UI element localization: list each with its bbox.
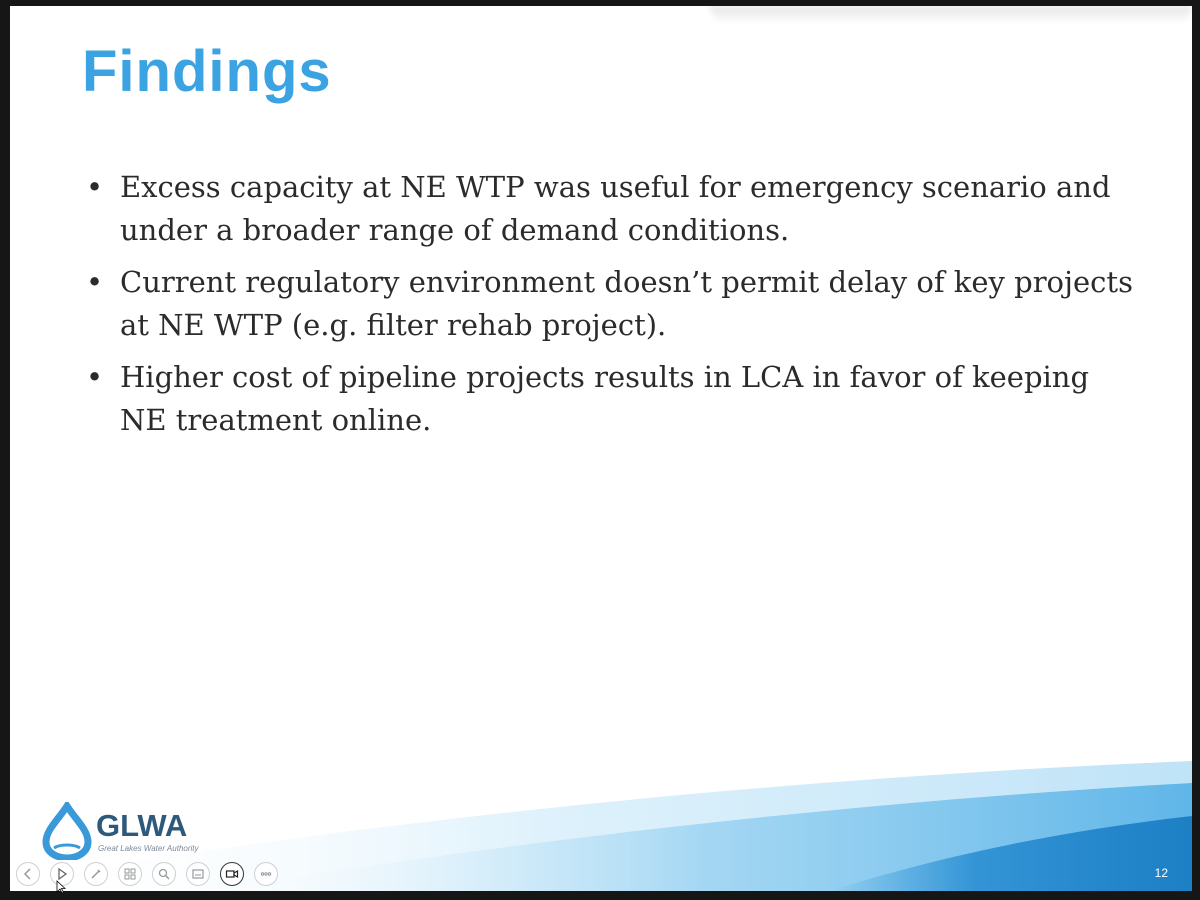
water-drop-logo-icon [38, 802, 96, 860]
glwa-logo [38, 802, 208, 862]
chevron-left-icon [21, 867, 35, 881]
pen-button[interactable] [84, 862, 108, 886]
top-shadow [710, 6, 1192, 24]
bullet-text: Excess capacity at NE WTP was useful for emergency scenario and under a broader range of demand conditions. [120, 170, 1111, 247]
subtitles-button[interactable] [186, 862, 210, 886]
camera-button[interactable] [220, 862, 244, 886]
slide-title: Findings [82, 39, 332, 104]
logo-wordmark: GLWA [96, 808, 188, 843]
slide [10, 6, 1192, 891]
bullet-dot: • [86, 170, 104, 204]
bullet-item [82, 166, 1142, 252]
play-icon [55, 867, 69, 881]
bullet-list [82, 166, 1142, 451]
magnifier-icon [157, 867, 171, 881]
video-camera-icon [225, 867, 239, 881]
screen-icon [191, 867, 205, 881]
pen-icon [89, 867, 103, 881]
see-all-slides-button[interactable] [118, 862, 142, 886]
more-options-button[interactable] [254, 862, 278, 886]
bullet-item [82, 356, 1142, 442]
bullet-dot: • [86, 360, 104, 394]
bullet-item [82, 261, 1142, 347]
previous-slide-button[interactable] [16, 862, 40, 886]
zoom-button[interactable] [152, 862, 176, 886]
bullet-text: Higher cost of pipeline projects results in LCA in favor of keeping NE treatment online. [120, 360, 1090, 437]
logo-tagline: Great Lakes Water Authority [98, 844, 199, 853]
slide-number: 12 [1154, 866, 1168, 880]
mouse-cursor-icon [56, 880, 66, 894]
bullet-text: Current regulatory environment doesn’t permit delay of key projects at NE WTP (e.g. filter rehab project). [120, 265, 1133, 342]
slides-grid-icon [123, 867, 137, 881]
more-icon [259, 867, 273, 881]
bullet-dot: • [86, 265, 104, 299]
